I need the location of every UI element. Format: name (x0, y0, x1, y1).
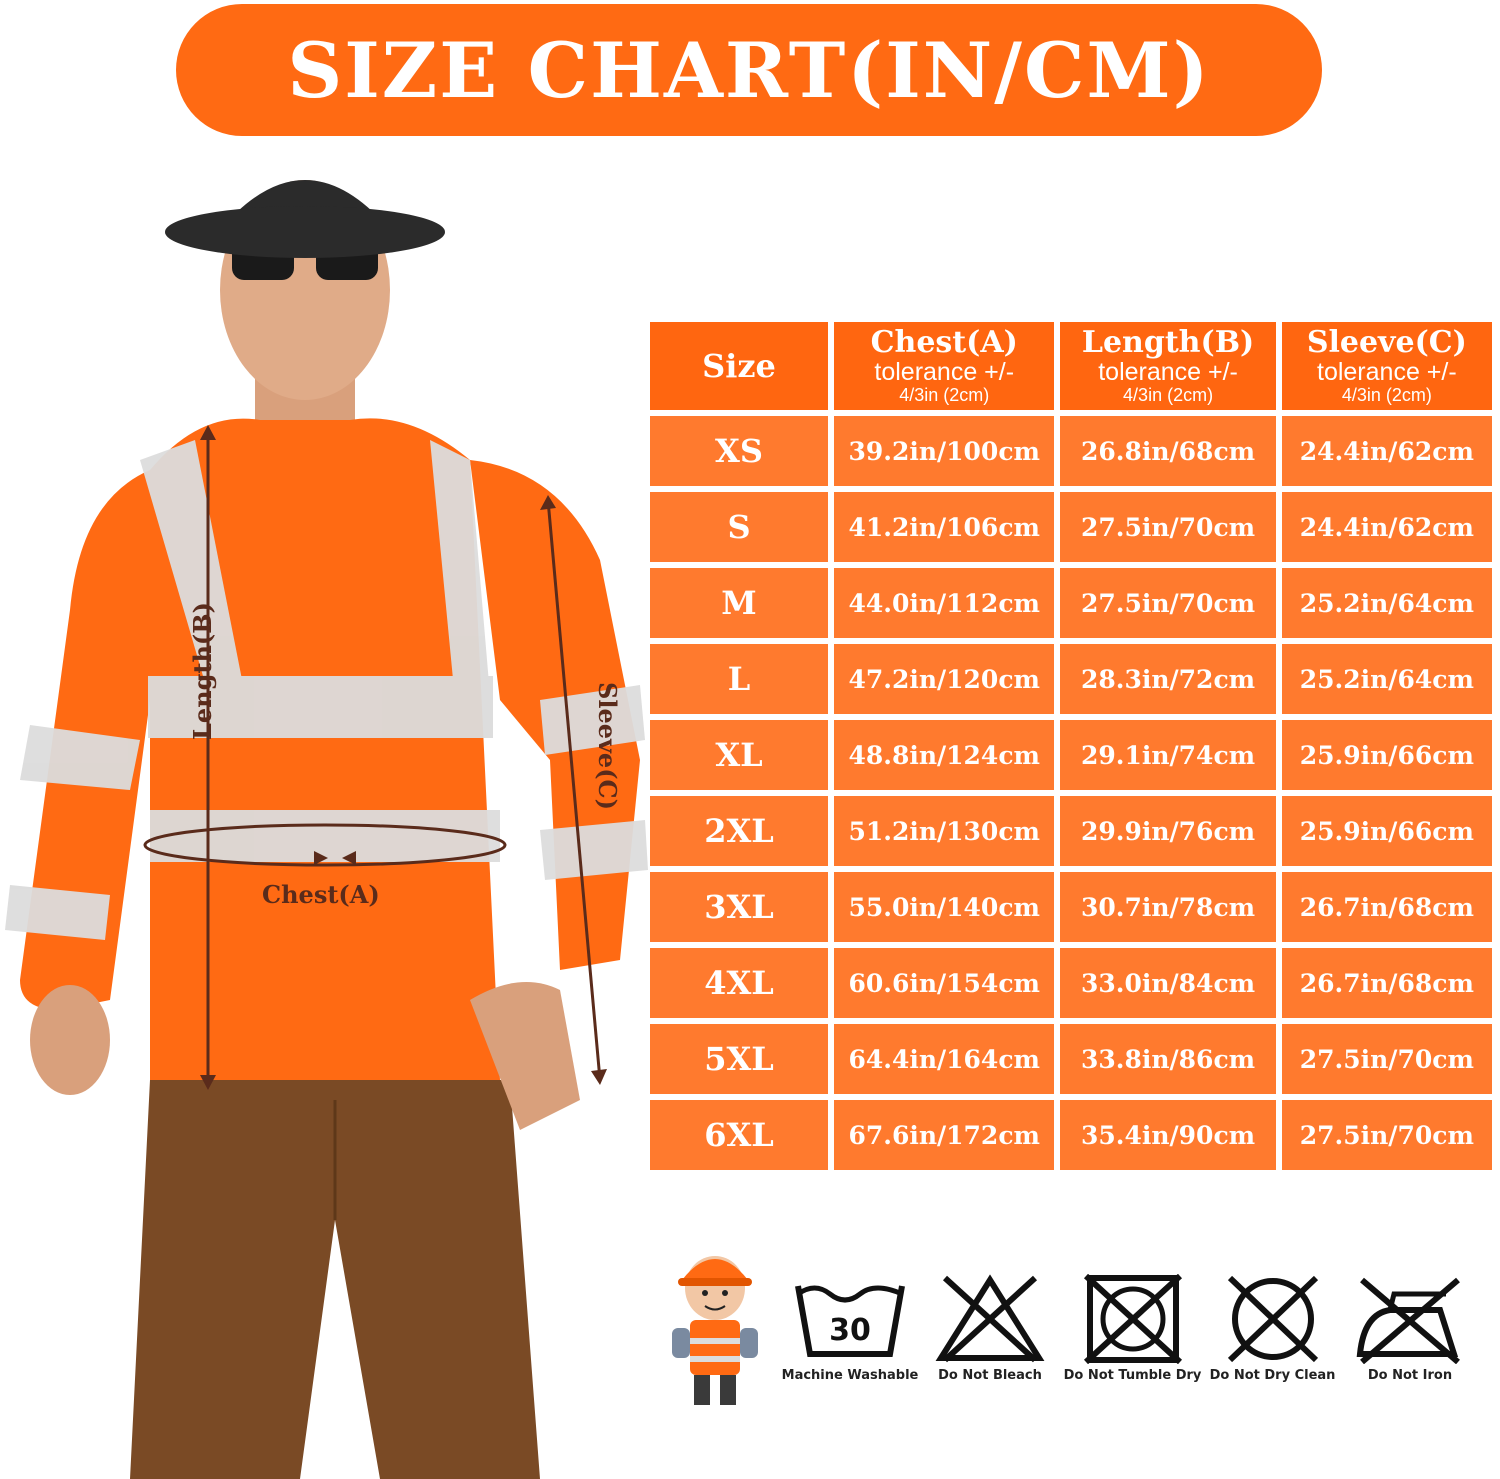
do-not-tumble-dry-icon (1078, 1274, 1188, 1364)
wash-temp-text: 30 (829, 1313, 871, 1348)
length-cell: 27.5in/70cm (1060, 492, 1275, 562)
chest-label: Chest(A) (262, 880, 380, 909)
sleeve-label: Sleeve(C) (593, 682, 622, 811)
sleeve-cell: 26.7in/68cm (1282, 872, 1492, 942)
chest-cell: 67.6in/172cm (834, 1100, 1054, 1170)
length-label: Length(B) (188, 602, 217, 740)
care-item-machine-wash (780, 1274, 920, 1383)
model-figure (0, 140, 660, 1479)
care-item-no-tumble-dry (1060, 1274, 1205, 1383)
sleeve-header-tolerance: tolerance +/- (1317, 358, 1457, 386)
length-header-tolerance-value: 4/3in (2cm) (1123, 385, 1214, 405)
size-cell: 6XL (650, 1100, 828, 1170)
chest-cell: 55.0in/140cm (834, 872, 1054, 942)
table-row (650, 568, 1492, 638)
table-row (650, 796, 1492, 866)
care-label: Do Not Iron (1367, 1368, 1453, 1383)
length-cell: 35.4in/90cm (1060, 1100, 1275, 1170)
sleeve-header-title: Sleeve(C) (1306, 325, 1467, 360)
size-cell: 3XL (650, 872, 828, 942)
size-cell: L (650, 644, 828, 714)
table-row (650, 492, 1492, 562)
size-table (644, 316, 1498, 1176)
table-row (650, 1024, 1492, 1094)
chest-cell: 39.2in/100cm (834, 416, 1054, 486)
table-row (650, 948, 1492, 1018)
care-label: Machine Washable (781, 1368, 919, 1383)
length-cell: 27.5in/70cm (1060, 568, 1275, 638)
chest-header (834, 322, 1054, 410)
chest-cell: 48.8in/124cm (834, 720, 1054, 790)
sleeve-cell: 27.5in/70cm (1282, 1100, 1492, 1170)
size-header: Size (650, 322, 828, 410)
chest-cell: 47.2in/120cm (834, 644, 1054, 714)
page-title: SIZE CHART(IN/CM) (287, 25, 1211, 115)
sleeve-header-tolerance-value: 4/3in (2cm) (1341, 385, 1432, 405)
do-not-bleach-icon (935, 1274, 1045, 1364)
chest-cell: 44.0in/112cm (834, 568, 1054, 638)
care-label: Do Not Tumble Dry (1063, 1368, 1202, 1383)
size-cell: 2XL (650, 796, 828, 866)
length-header (1060, 322, 1275, 410)
model-illustration (0, 140, 660, 1479)
length-cell: 26.8in/68cm (1060, 416, 1275, 486)
length-header-tolerance: tolerance +/- (1098, 358, 1238, 386)
table-header-row (650, 322, 1492, 410)
care-instructions (660, 1238, 1500, 1438)
length-header-title: Length(B) (1081, 325, 1255, 360)
length-cell: 33.0in/84cm (1060, 948, 1275, 1018)
chest-cell: 51.2in/130cm (834, 796, 1054, 866)
table-row (650, 720, 1492, 790)
sleeve-cell: 25.9in/66cm (1282, 720, 1492, 790)
do-not-iron-icon (1350, 1274, 1470, 1364)
size-cell: XS (650, 416, 828, 486)
length-cell: 30.7in/78cm (1060, 872, 1275, 942)
care-item-no-dry-clean (1205, 1274, 1340, 1383)
size-cell: 5XL (650, 1024, 828, 1094)
care-label: Do Not Bleach (938, 1368, 1042, 1383)
sleeve-cell: 24.4in/62cm (1282, 416, 1492, 486)
length-cell: 29.9in/76cm (1060, 796, 1275, 866)
table-row (650, 872, 1492, 942)
chest-cell: 60.6in/154cm (834, 948, 1054, 1018)
length-cell: 33.8in/86cm (1060, 1024, 1275, 1094)
table-row (650, 644, 1492, 714)
sleeve-cell: 26.7in/68cm (1282, 948, 1492, 1018)
size-cell: XL (650, 720, 828, 790)
sleeve-cell: 25.2in/64cm (1282, 644, 1492, 714)
sleeve-cell: 25.9in/66cm (1282, 796, 1492, 866)
care-item-no-iron (1345, 1274, 1475, 1383)
length-cell: 28.3in/72cm (1060, 644, 1275, 714)
size-cell: S (650, 492, 828, 562)
machine-wash-30-icon (790, 1274, 910, 1364)
title-banner (176, 4, 1322, 136)
chest-header-tolerance-value: 4/3in (2cm) (899, 385, 990, 405)
size-cell: 4XL (650, 948, 828, 1018)
table-row (650, 1100, 1492, 1170)
size-table-container (650, 322, 1498, 1176)
sleeve-cell: 25.2in/64cm (1282, 568, 1492, 638)
care-item-no-bleach (925, 1274, 1055, 1383)
sleeve-cell: 24.4in/62cm (1282, 492, 1492, 562)
sleeve-cell: 27.5in/70cm (1282, 1024, 1492, 1094)
chest-cell: 41.2in/106cm (834, 492, 1054, 562)
chest-cell: 64.4in/164cm (834, 1024, 1054, 1094)
table-row (650, 416, 1492, 486)
length-cell: 29.1in/74cm (1060, 720, 1275, 790)
care-label: Do Not Dry Clean (1209, 1368, 1336, 1383)
do-not-dry-clean-icon (1218, 1274, 1328, 1364)
chest-header-tolerance: tolerance +/- (874, 358, 1015, 386)
cartoon-worker-icon (660, 1238, 770, 1418)
sleeve-header (1282, 322, 1492, 410)
chest-header-title: Chest(A) (870, 325, 1018, 360)
size-cell: M (650, 568, 828, 638)
